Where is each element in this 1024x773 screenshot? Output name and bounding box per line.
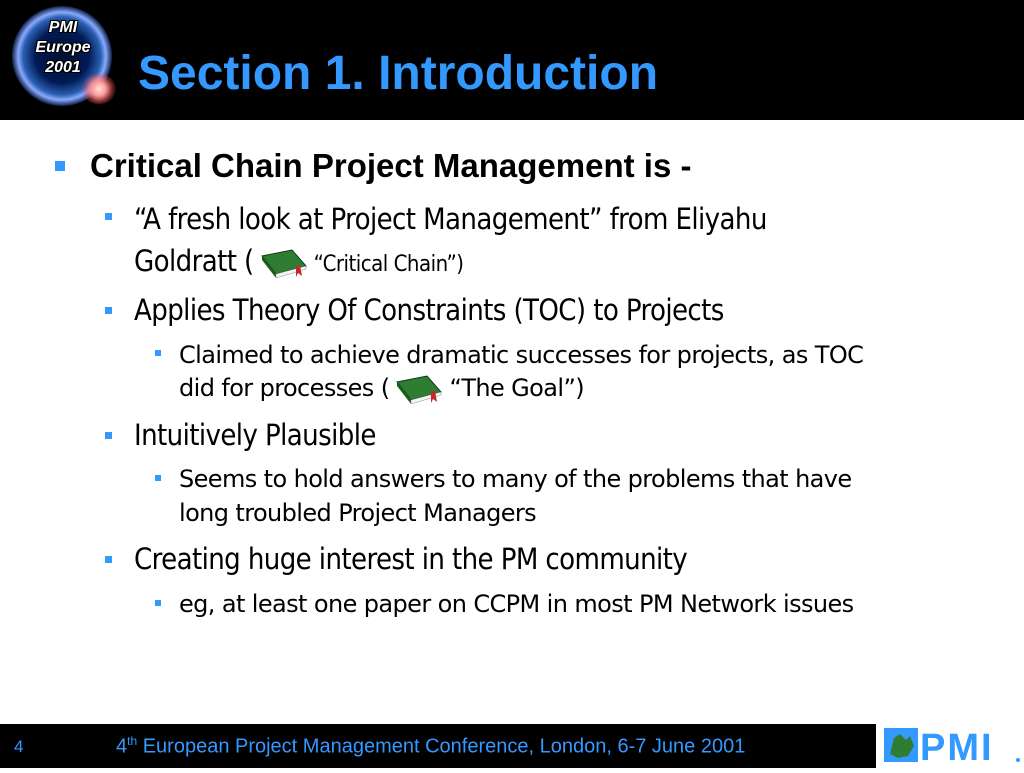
bullet-item: Creating huge interest in the PM community — [134, 542, 688, 576]
header-bar — [0, 0, 1024, 120]
page-number: 4 — [14, 737, 24, 756]
bullet-marker — [155, 600, 161, 606]
pmi-europe-logo — [0, 0, 128, 118]
logo-text-line: 2001 — [45, 59, 81, 76]
bullet-item: Applies Theory Of Constraints (TOC) to Projects — [134, 293, 724, 327]
bullet-marker — [105, 556, 112, 563]
logo-text — [18, 18, 108, 78]
bullet-marker — [155, 475, 161, 481]
bullet-subitem-continuation — [179, 372, 584, 406]
logo-dot — [1016, 758, 1020, 762]
bullet-marker — [105, 432, 112, 439]
footer-bar — [0, 724, 1024, 768]
bullet-marker — [155, 350, 161, 356]
logo-text-line: PMI — [48, 19, 78, 36]
bullet-subitem: Claimed to achieve dramatic successes for projects, as TOC — [179, 341, 864, 369]
bullet-marker — [105, 307, 112, 314]
book-title: “Critical Chain”) — [313, 252, 464, 277]
bullet-main: Critical Chain Project Management is - — [90, 147, 692, 184]
conference-number: 4 — [116, 735, 128, 758]
pmi-logo — [876, 724, 1024, 768]
book-title: “The Goal”) — [449, 374, 585, 402]
bullet-item: “A fresh look at Project Management” from Eliyahu — [134, 202, 767, 236]
bullet-subitem: eg, at least one paper on CCPM in most PM Network issues — [179, 590, 854, 618]
bullet-marker — [55, 161, 65, 171]
conference-text: European Project Management Conference, London, 6-7 June 2001 — [137, 735, 746, 758]
logo-text-line: Europe — [35, 39, 91, 56]
logo-flare — [82, 74, 116, 104]
pmi-logo-graphic — [876, 724, 1024, 768]
bullet-item: Intuitively Plausible — [134, 418, 376, 452]
bullet-item-continuation — [134, 244, 463, 280]
ordinal-suffix: th — [127, 734, 138, 748]
slide-title: Section 1. Introduction — [138, 47, 659, 100]
conference-caption — [116, 734, 745, 759]
book-icon — [258, 246, 310, 280]
pmi-letters: PMI — [920, 727, 994, 768]
bullet-text: did for processes ( — [179, 374, 390, 402]
bullet-text: Goldratt ( — [134, 244, 254, 278]
bullet-subitem: Seems to hold answers to many of the problems that have — [179, 465, 852, 493]
bullet-subitem-continuation: long troubled Project Managers — [179, 499, 537, 527]
book-icon — [393, 372, 445, 406]
bullet-marker — [105, 213, 112, 220]
